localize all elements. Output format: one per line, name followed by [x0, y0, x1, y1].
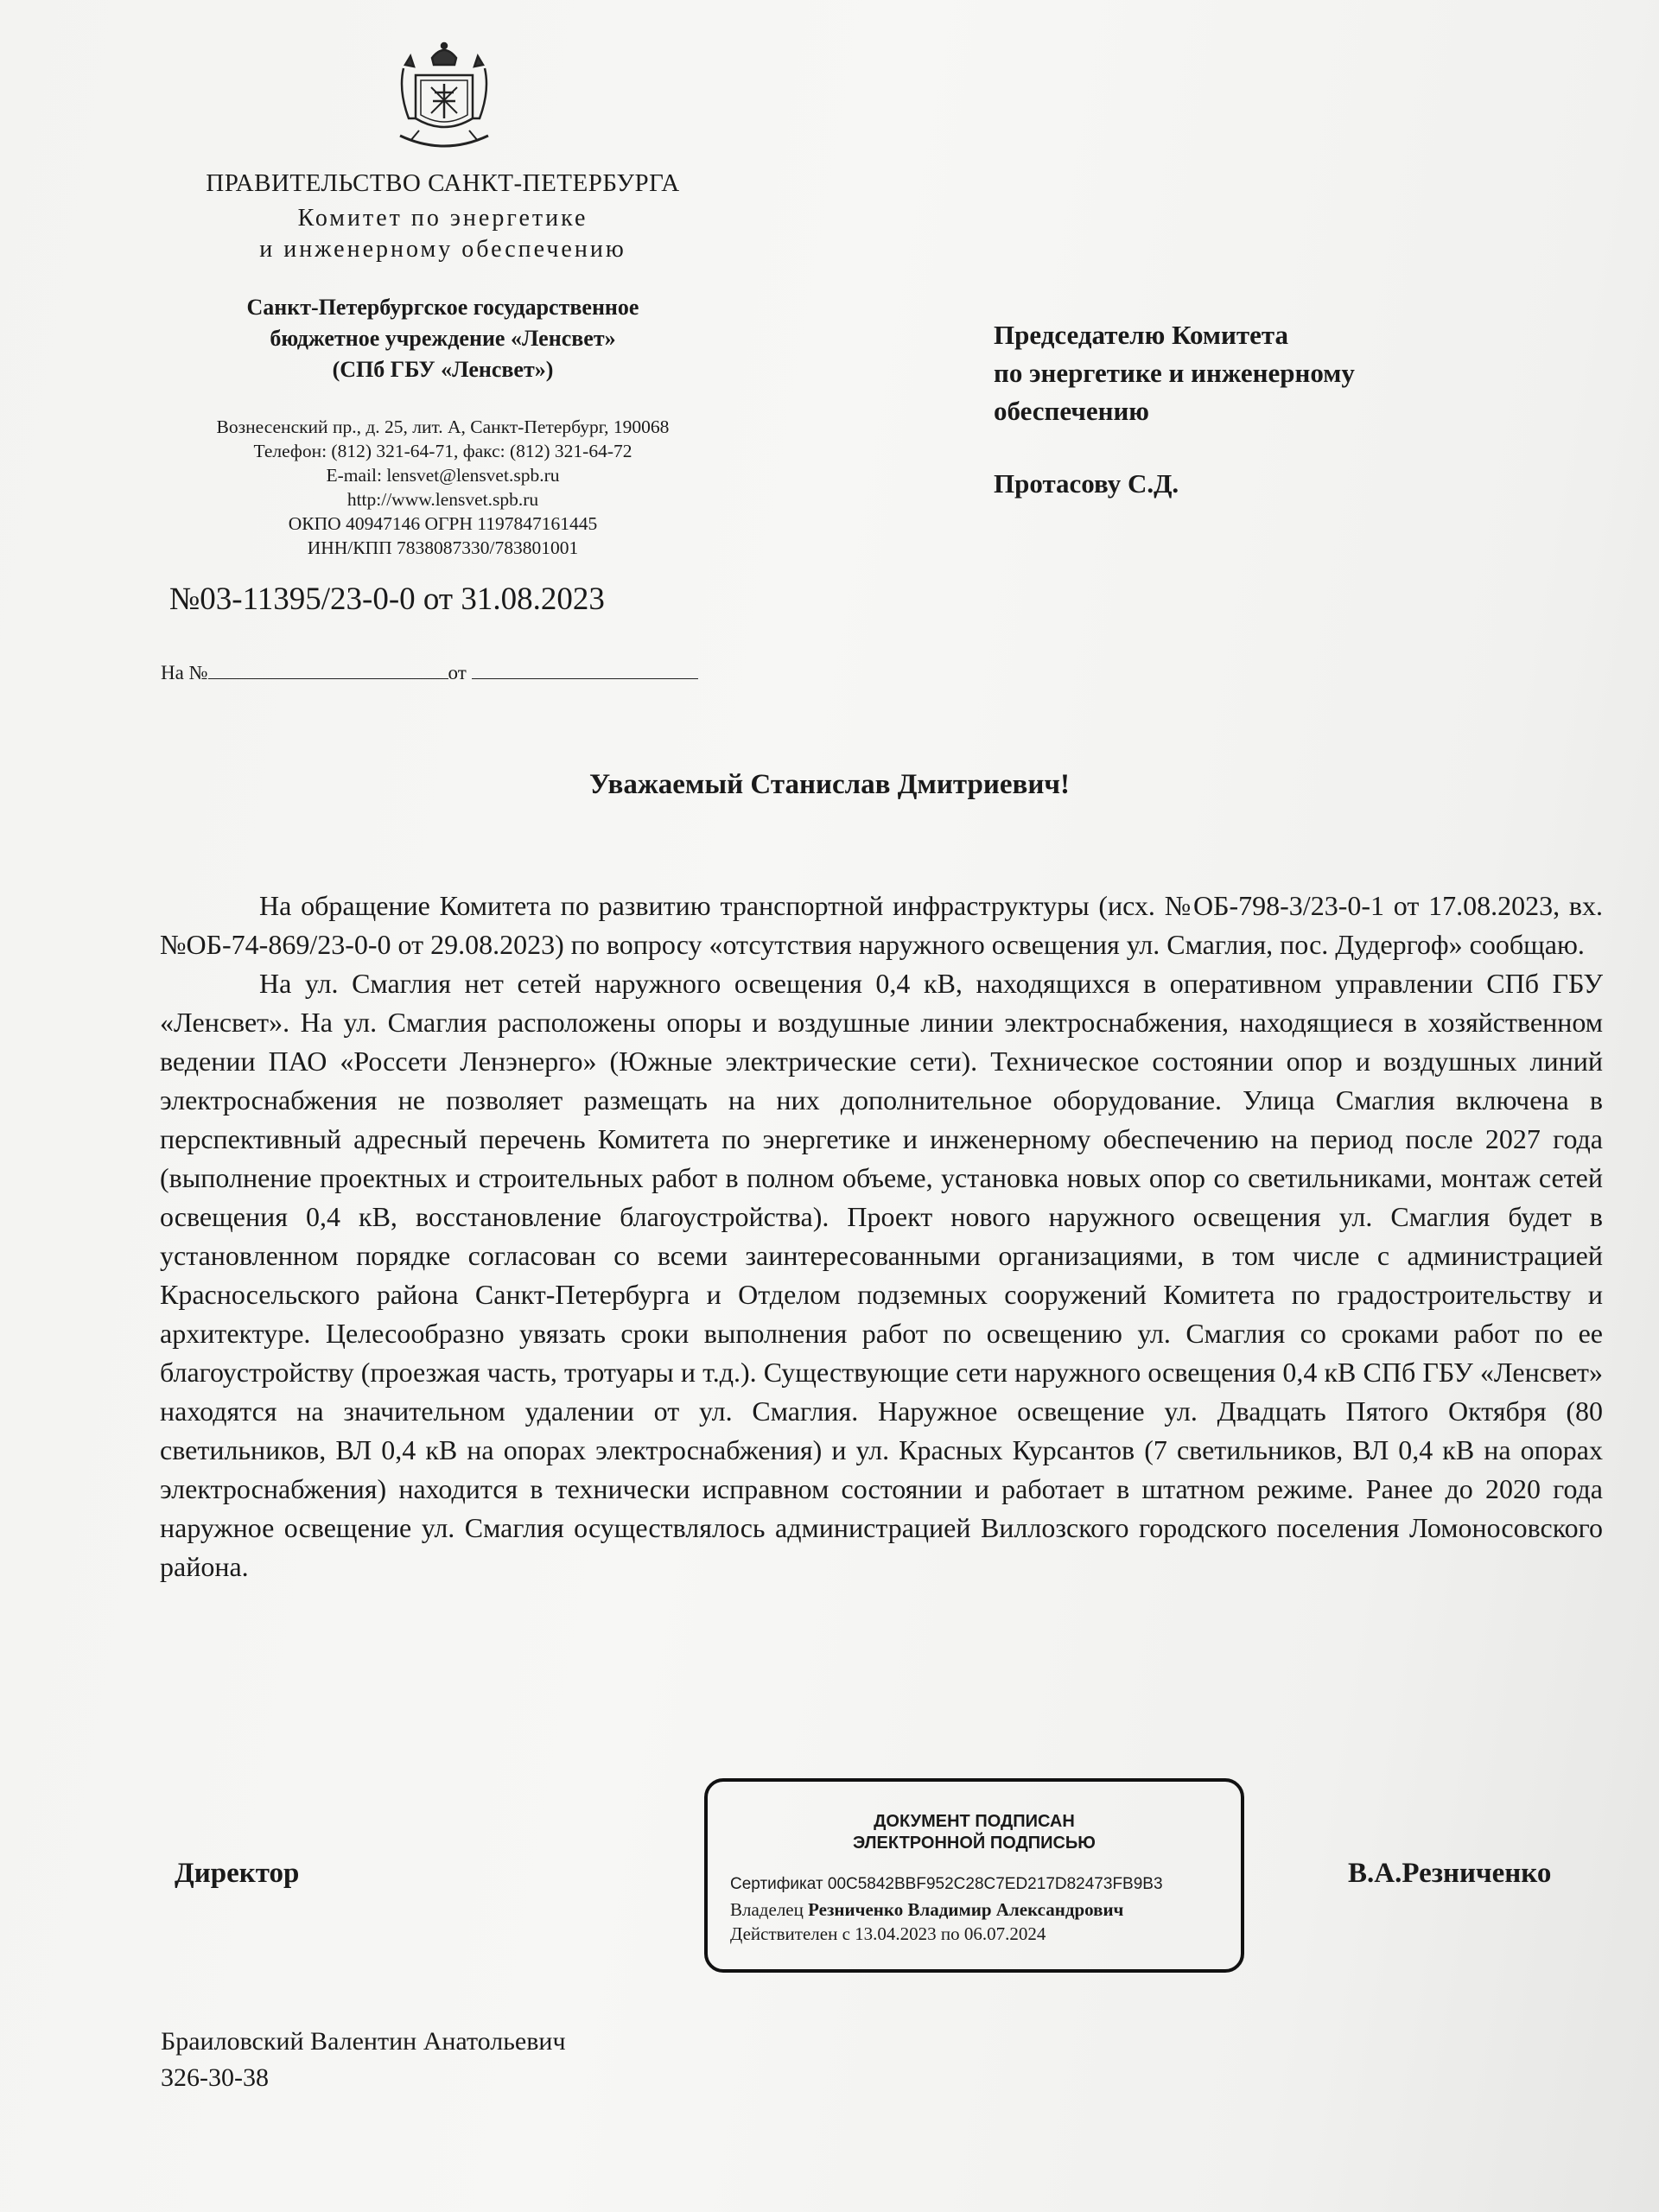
stamp-certificate [730, 1875, 1163, 1894]
recipient-line: обеспечению [994, 396, 1149, 426]
organization-name [156, 292, 730, 385]
signatory-name: В.А.Резниченко [1348, 1858, 1552, 1889]
org-line: (СПб ГБУ «Ленсвет») [332, 357, 554, 382]
reference-number-blank [208, 663, 448, 679]
recipient-line: по энергетике и инженерному [994, 358, 1355, 388]
phone-fax: Телефон: (812) 321-64-71, факс: (812) 321-64-72 [253, 441, 632, 461]
stamp-title [708, 1811, 1241, 1854]
reference-date-blank [472, 663, 698, 679]
address: Вознесенский пр., д. 25, лит. А, Санкт-Петербург, 190068 [216, 416, 670, 437]
committee-name [156, 203, 730, 265]
owner-label: Владелец [730, 1899, 804, 1920]
stamp-validity: Действителен с 13.04.2023 по 06.07.2024 [730, 1923, 1046, 1944]
greeting: Уважаемый Станислав Дмитриевич! [589, 769, 1070, 800]
committee-line: и инженерному обеспечению [259, 236, 626, 263]
stamp-title-line: ДОКУМЕНТ ПОДПИСАН [874, 1812, 1075, 1831]
recipient-block [994, 316, 1355, 503]
org-line: Санкт-Петербургское государственное [246, 295, 639, 320]
body-paragraph: На ул. Смаглия нет сетей наружного освещения 0,4 кВ, находящихся в оперативном управлении СПб ГБУ «Ленсвет». На ул. Смаглия расположены опоры и воздушные линии электроснабжения, находящиеся в хозяйственном ведении ПАО «Россети Ленэнерго» (Южные электрические сети). Техническое состоянии опор и воздушных линий электроснабжения не позволяет размещать на них дополнительное оборудование. Улица Смаглия включена в перспективный адресный перечень Комитета по энергетике и инженерному обеспечению на период после 2027 года (выполнение проектных и строительных работ в полном объеме, установка новых опор со светильниками, монтаж сетей освещения 0,4 кВ, восстановление благоустройства). Проект нового наружного освещения ул. Смаглия будет в установленном порядке согласован со всеми заинтересованными организациями, в том числе с администрацией Красносельского района Санкт-Петербурга и Отделом подземных сооружений Комитета по градостроительству и архитектуре. Целесообразно увязать сроки выполнения работ по освещению ул. Смаглия со сроками работ по ее благоустройству (проезжая часть, тротуары и т.д.). Существующие сети наружного освещения 0,4 кВ СПб ГБУ «Ленсвет» находятся на значительном удалении от ул. Смаглия. Наружное освещение ул. Двадцать Пятого Октября (80 светильников, ВЛ 0,4 кВ на опорах электроснабжения) и ул. Красных Курсантов (7 светильников, ВЛ 0,4 кВ на опорах электроснабжения) находится в технически исправном состоянии и работает в штатном режиме. Ранее до 2020 года наружное освещение ул. Смаглия осуществлялось администрацией Виллозского городского поселения Ломоносовского района. [160, 968, 1603, 1582]
letter-body [160, 887, 1603, 1586]
stamp-title-line: ЭЛЕКТРОННОЙ ПОДПИСЬЮ [853, 1834, 1096, 1853]
government-title: ПРАВИТЕЛЬСТВО САНКТ-ПЕТЕРБУРГА [206, 169, 680, 197]
stamp-owner [730, 1899, 1123, 1921]
org-line: бюджетное учреждение «Ленсвет» [270, 326, 616, 351]
executor-block [161, 2024, 566, 2096]
certificate-number: 00C5842BBF952C28C7ED217D82473FB9B3 [827, 1875, 1163, 1893]
executor-phone: 326-30-38 [161, 2063, 269, 2092]
inn-kpp: ИНН/КПП 7838087330/783801001 [307, 537, 579, 558]
signatory-position: Директор [175, 1858, 300, 1889]
registration-number: №03-11395/23-0-0 от 31.08.2023 [169, 582, 605, 617]
reference-prefix: На № [161, 662, 208, 683]
owner-name: Резниченко Владимир Александрович [808, 1899, 1124, 1920]
executor-name: Браиловский Валентин Анатольевич [161, 2027, 566, 2056]
body-paragraph: На обращение Комитета по развитию транспортной инфраструктуры (исх. №ОБ-798-3/23-0-1 от 17.08.2023, вх. №ОБ-74-869/23-0-0 от 29.08.2023) по вопросу «отсутствия наружного освещения ул. Смаглия, пос. Дудергоф» сообщаю. [160, 890, 1603, 960]
website: http://www.lensvet.spb.ru [346, 489, 539, 510]
contact-block [156, 415, 730, 560]
committee-line: Комитет по энергетике [297, 205, 588, 232]
email: E-mail: lensvet@lensvet.spb.ru [326, 465, 560, 486]
certificate-label: Сертификат [730, 1875, 823, 1893]
reference-line [161, 662, 698, 684]
coat-of-arms-emblem [393, 39, 495, 160]
electronic-signature-stamp [704, 1778, 1244, 1973]
okpo-ogrn: ОКПО 40947146 ОГРН 1197847161445 [288, 513, 598, 534]
reference-from: от [448, 662, 467, 683]
recipient-line: Председателю Комитета [994, 320, 1288, 350]
recipient-name: Протасову С.Д. [994, 468, 1179, 499]
